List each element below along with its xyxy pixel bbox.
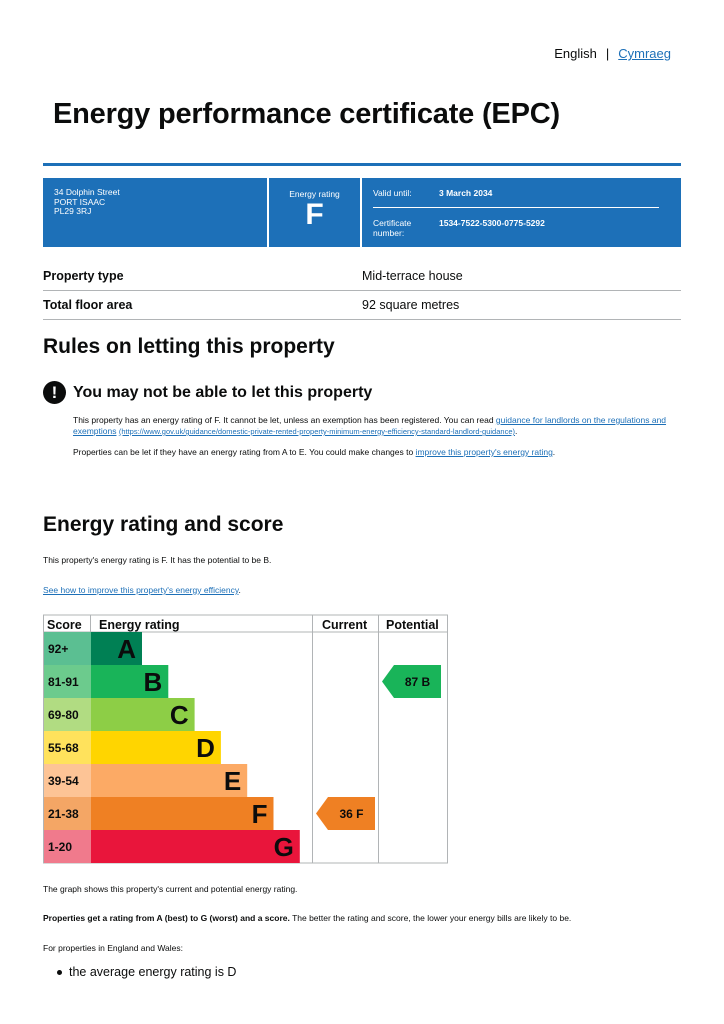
language-separator: | — [605, 46, 610, 61]
address-line: PL29 3RJ — [54, 206, 92, 216]
rating-explanation-bold: Properties get a rating from A (best) to G (worst) and a score. — [43, 913, 290, 923]
link-text: guidance for landlords on the regulations and — [495, 415, 667, 425]
score-label-E: 39-54 — [48, 774, 79, 788]
average-rating-list — [55, 965, 236, 979]
warning — [43, 381, 372, 404]
chart-header-score: Score — [47, 618, 82, 632]
energy-rating-graph — [43, 614, 449, 864]
rating-bar-F — [91, 797, 274, 830]
certificate-number-row — [373, 218, 670, 238]
improve-rating-link[interactable]: improve this property's energy rating — [415, 447, 553, 457]
energy-improve-line — [43, 585, 241, 596]
paragraph-text: Properties can be let if they have an energy rating from A to E. You could make changes to — [73, 447, 416, 457]
certificate-meta — [362, 178, 681, 247]
letting-paragraph-2 — [73, 447, 555, 458]
score-label-G: 1-20 — [48, 840, 73, 854]
summary-value: 92 square metres — [362, 298, 460, 312]
letting-heading: Rules on letting this property — [43, 335, 335, 358]
certificate-banner — [43, 178, 681, 247]
energy-heading: Energy rating and score — [43, 513, 284, 536]
link-text: exemptions — [73, 426, 117, 436]
score-label-D: 55-68 — [48, 741, 79, 755]
summary-row — [43, 262, 681, 291]
language-cymraeg-link[interactable]: Cymraeg — [618, 46, 671, 61]
meta-divider — [373, 207, 659, 208]
address-line: 34 Dolphin Street — [54, 187, 120, 197]
rating-bar-label-D: D — [196, 733, 215, 763]
score-label-C: 69-80 — [48, 708, 79, 722]
improve-efficiency-link[interactable]: See how to improve this property's energy efficiency — [43, 585, 239, 595]
potential-rating-arrow-label: 87 B — [404, 675, 431, 689]
rating-bar-label-B: B — [143, 667, 163, 697]
england-wales-note: For properties in England and Wales: — [43, 943, 184, 953]
summary-label: Property type — [43, 269, 124, 283]
score-label-B: 81-91 — [48, 675, 79, 689]
language-switcher — [554, 46, 671, 61]
current-rating-arrow-label: 36 F — [339, 807, 364, 821]
energy-rating-band: F — [305, 198, 324, 231]
score-label-F: 21-38 — [48, 807, 79, 821]
paragraph-end: . — [515, 426, 518, 436]
warning-text: You may not be able to let this property — [73, 383, 373, 401]
valid-until-label: Valid until: — [373, 188, 412, 198]
rating-explanation-text: The better the rating and score, the lower your energy bills are likely to be. — [289, 913, 572, 923]
rating-bar-label-E: E — [223, 766, 242, 796]
rating-bar-label-F: F — [251, 799, 268, 829]
language-english: English — [554, 46, 597, 61]
summary-value: Mid-terrace house — [362, 269, 463, 283]
score-label-A: 92+ — [48, 642, 69, 656]
address-line: PORT ISAAC — [54, 196, 106, 207]
valid-until-row — [373, 188, 670, 198]
landlord-guidance-url[interactable]: (https://www.gov.uk/guidance/domestic-private-rented-property-minimum-energy-efficiency-standard-landlord-guidance) — [118, 427, 515, 436]
summary-row — [43, 291, 681, 320]
certificate-number-value: 1534-7522-5300-0775-5292 — [439, 218, 545, 228]
graph-note: The graph shows this property's current and potential energy rating. — [43, 884, 298, 894]
rating-explanation — [43, 913, 571, 924]
chart-header-current: Current — [322, 618, 368, 632]
energy-intro: This property's energy rating is F. It has the potential to be B. — [43, 555, 272, 565]
paragraph-text: This property has an energy rating of F. It cannot be let, unless an exemption has been registered. You can read — [73, 415, 496, 425]
rating-bar-label-C: C — [169, 700, 189, 730]
energy-rating-chart — [43, 614, 449, 869]
property-address — [43, 178, 269, 247]
property-summary — [43, 262, 681, 320]
certificate-number-label-line: Certificate — [373, 218, 412, 228]
chart-header-potential: Potential — [386, 618, 439, 632]
chart-header-rating: Energy rating — [99, 618, 180, 632]
energy-rating-box — [269, 178, 362, 247]
letting-paragraph-1 — [73, 415, 673, 437]
warning-icon: ! — [43, 381, 66, 404]
certificate-number-label-line: number: — [373, 228, 405, 238]
energy-rating-label: Energy rating — [289, 189, 340, 199]
paragraph-end: . — [238, 585, 241, 595]
page-title: Energy performance certificate (EPC) — [53, 98, 560, 130]
certificate-number-label — [373, 218, 439, 238]
rating-bar-label-A: A — [117, 634, 136, 664]
rating-bar-G — [91, 830, 300, 863]
valid-until-value: 3 March 2034 — [439, 188, 493, 198]
title-divider — [43, 163, 681, 166]
list-item: the average energy rating is D — [55, 965, 236, 979]
rating-bar-label-G: G — [273, 832, 294, 862]
paragraph-end: . — [552, 447, 556, 457]
summary-label: Total floor area — [43, 298, 133, 312]
